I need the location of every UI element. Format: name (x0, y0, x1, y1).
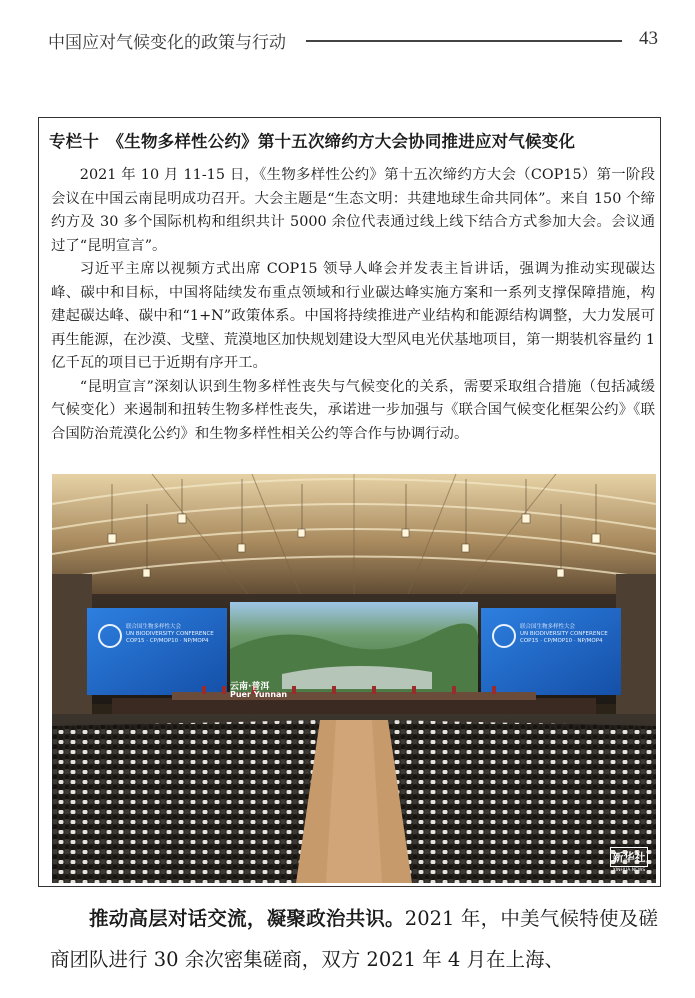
conference-photo (52, 474, 656, 883)
box-body (51, 164, 655, 446)
watermark-cn: 新华社 (610, 847, 648, 867)
right-screen-line-2: UN BIODIVERSITY CONFERENCE (520, 631, 608, 637)
box-title: 专栏十 《生物多样性公约》第十五次缔约方大会协同推进应对气候变化 (49, 132, 576, 151)
running-title: 中国应对气候变化的政策与行动 (48, 33, 286, 53)
box-paragraph-3: “昆明宣言”深刻认识到生物多样性丧失与气候变化的关系，需要采取组合措施（包括减缓气候变化）来遏制和扭转生物多样性丧失，承诺进一步加强与《联合国气候变化框架公约》《联合国防治荒漠化公约》和生物多样性相关公约等合作与协调行动。 (51, 378, 655, 442)
screen-caption-en: Puer Yunnan (230, 690, 288, 699)
right-screen-line-3: COP15 · CP/MOP10 · NP/MOP4 (520, 638, 603, 644)
body-text (50, 898, 658, 980)
body-paragraph-text: 2021 年，中美气候特使及磋商团队进行 30 余次密集磋商，双方 2021 年 4 月在上海、 (50, 907, 658, 971)
left-screen-text (126, 624, 222, 645)
body-lead-bold: 推动高层对话交流，凝聚政治共识。 (89, 907, 405, 930)
sidebar-box (38, 117, 661, 887)
right-screen-text (520, 624, 616, 645)
left-screen-line-2: UN BIODIVERSITY CONFERENCE (126, 631, 214, 637)
left-screen-line-1: 联合国生物多样性大会 (126, 624, 182, 630)
watermark-en: XINHUA NEWS (612, 868, 646, 873)
box-paragraph-1: 2021 年 10 月 11-15 日，《生物多样性公约》第十五次缔约方大会（COP15）第一阶段会议在中国云南昆明成功召开。大会主题是“生态文明：共建地球生命共同体”。来自 150 个缔约方及 30 多个国际机构和组织共计 5000 余位代表通过线上线下结合方式参加大会。会议通过了“昆明宣言”。 (51, 167, 655, 254)
screen-caption-cn: 云南·普洱 (230, 682, 270, 692)
box-paragraph-2: 习近平主席以视频方式出席 COP15 领导人峰会并发表主旨讲话，强调为推动实现碳达峰、碳中和目标，中国将陆续发布重点领域和行业碳达峰实施方案和一系列支撑保障措施，构建起碳达峰、碳中和“1+N”政策体系。中国将持续推进产业结构和能源结构调整，大力发展可再生能源，在沙漠、戈壁、荒漠地区加快规划建设大型风电光伏基地项目，第一期装机容量约 1 亿千瓦的项目已于近期有序开工。 (51, 261, 655, 371)
left-screen-line-3: COP15 · CP/MOP10 · NP/MOP4 (126, 638, 209, 644)
page-number: 43 (639, 28, 658, 49)
xinhua-watermark (610, 847, 648, 873)
body-paragraph (50, 898, 658, 980)
page-header (48, 26, 658, 52)
right-screen-line-1: 联合国生物多样性大会 (520, 624, 576, 630)
header-rule (306, 40, 622, 42)
